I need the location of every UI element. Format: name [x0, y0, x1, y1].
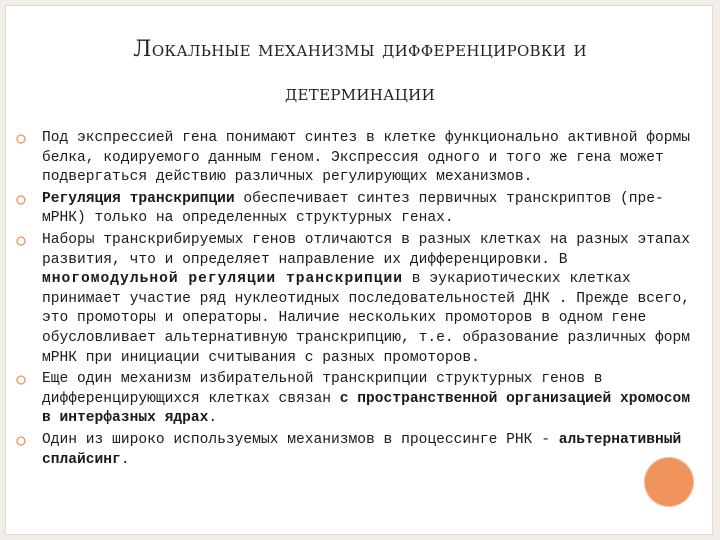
hollow-circle-bullet-icon — [16, 236, 26, 246]
bullet-text — [42, 129, 702, 188]
hollow-circle-bullet-icon — [16, 134, 26, 144]
hollow-circle-bullet-icon — [16, 195, 26, 205]
bullet-5-bold: альтернативный сплайсинг — [42, 431, 682, 468]
bullet-3-bold: многомодульной регуляции транскрипции — [42, 271, 404, 288]
bullet-2-text: обеспечивает синтез первичных транскриптов (пре-мРНК) только на определенных структурных генах. — [42, 190, 664, 227]
bullet-4-bold: с пространственной организацией хромосом в интерфазных ядрах — [42, 390, 691, 427]
hollow-circle-bullet-icon — [16, 436, 26, 446]
bullet-4-text-a: Еще один механизм избирательной транскрипции структурных генов в дифференцирующихся клетках связан — [42, 371, 603, 407]
bullet-3-text-b: в эукариотических клетках принимает участие ряд нуклеотидных последовательностей ДНК . Прежде всего, это промоторы и операторы. Наличие нескольких промоторов в одном гене обусловливает альтернативную транскрипцию, т.е. образование различных форм мРНК при инициации считывания с разных промоторов. — [42, 271, 691, 366]
bullet-2-bold: Регуляция транскрипции — [42, 190, 235, 207]
bullet-5-text-b: . — [120, 451, 130, 468]
hollow-circle-bullet-icon — [16, 375, 26, 385]
title-line-2: детерминации — [285, 81, 435, 106]
bullet-text — [42, 231, 702, 368]
bullet-text — [42, 190, 702, 229]
bullet-4-text-b: . — [208, 410, 218, 427]
bullet-text — [42, 431, 702, 470]
list-item — [14, 190, 702, 229]
bullet-list — [14, 129, 702, 472]
slide — [5, 5, 713, 535]
bullet-text — [42, 370, 702, 429]
bullet-1-text: Под экспрессией гена понимают синтез в клетке функционально активной формы белка, кодируемого данным геном. Экспрессия одного и того же гена может подвергаться действию различных регулирующих механизмов. — [42, 130, 691, 186]
orange-circle-decoration — [644, 457, 694, 507]
list-item — [14, 431, 702, 470]
title-line-1: Локальные механизмы дифференцировки и — [133, 37, 587, 62]
list-item — [14, 231, 702, 368]
list-item — [14, 370, 702, 429]
slide-title — [6, 28, 714, 116]
bullet-5-text-a: Один из широко используемых механизмов в процессинге РНК - — [42, 431, 559, 448]
list-item — [14, 129, 702, 188]
bullet-3-text-a: Наборы транскрибируемых генов отличаются в разных клетках на разных этапах развития, что и определяет направление их дифференцировки. В — [42, 231, 691, 268]
